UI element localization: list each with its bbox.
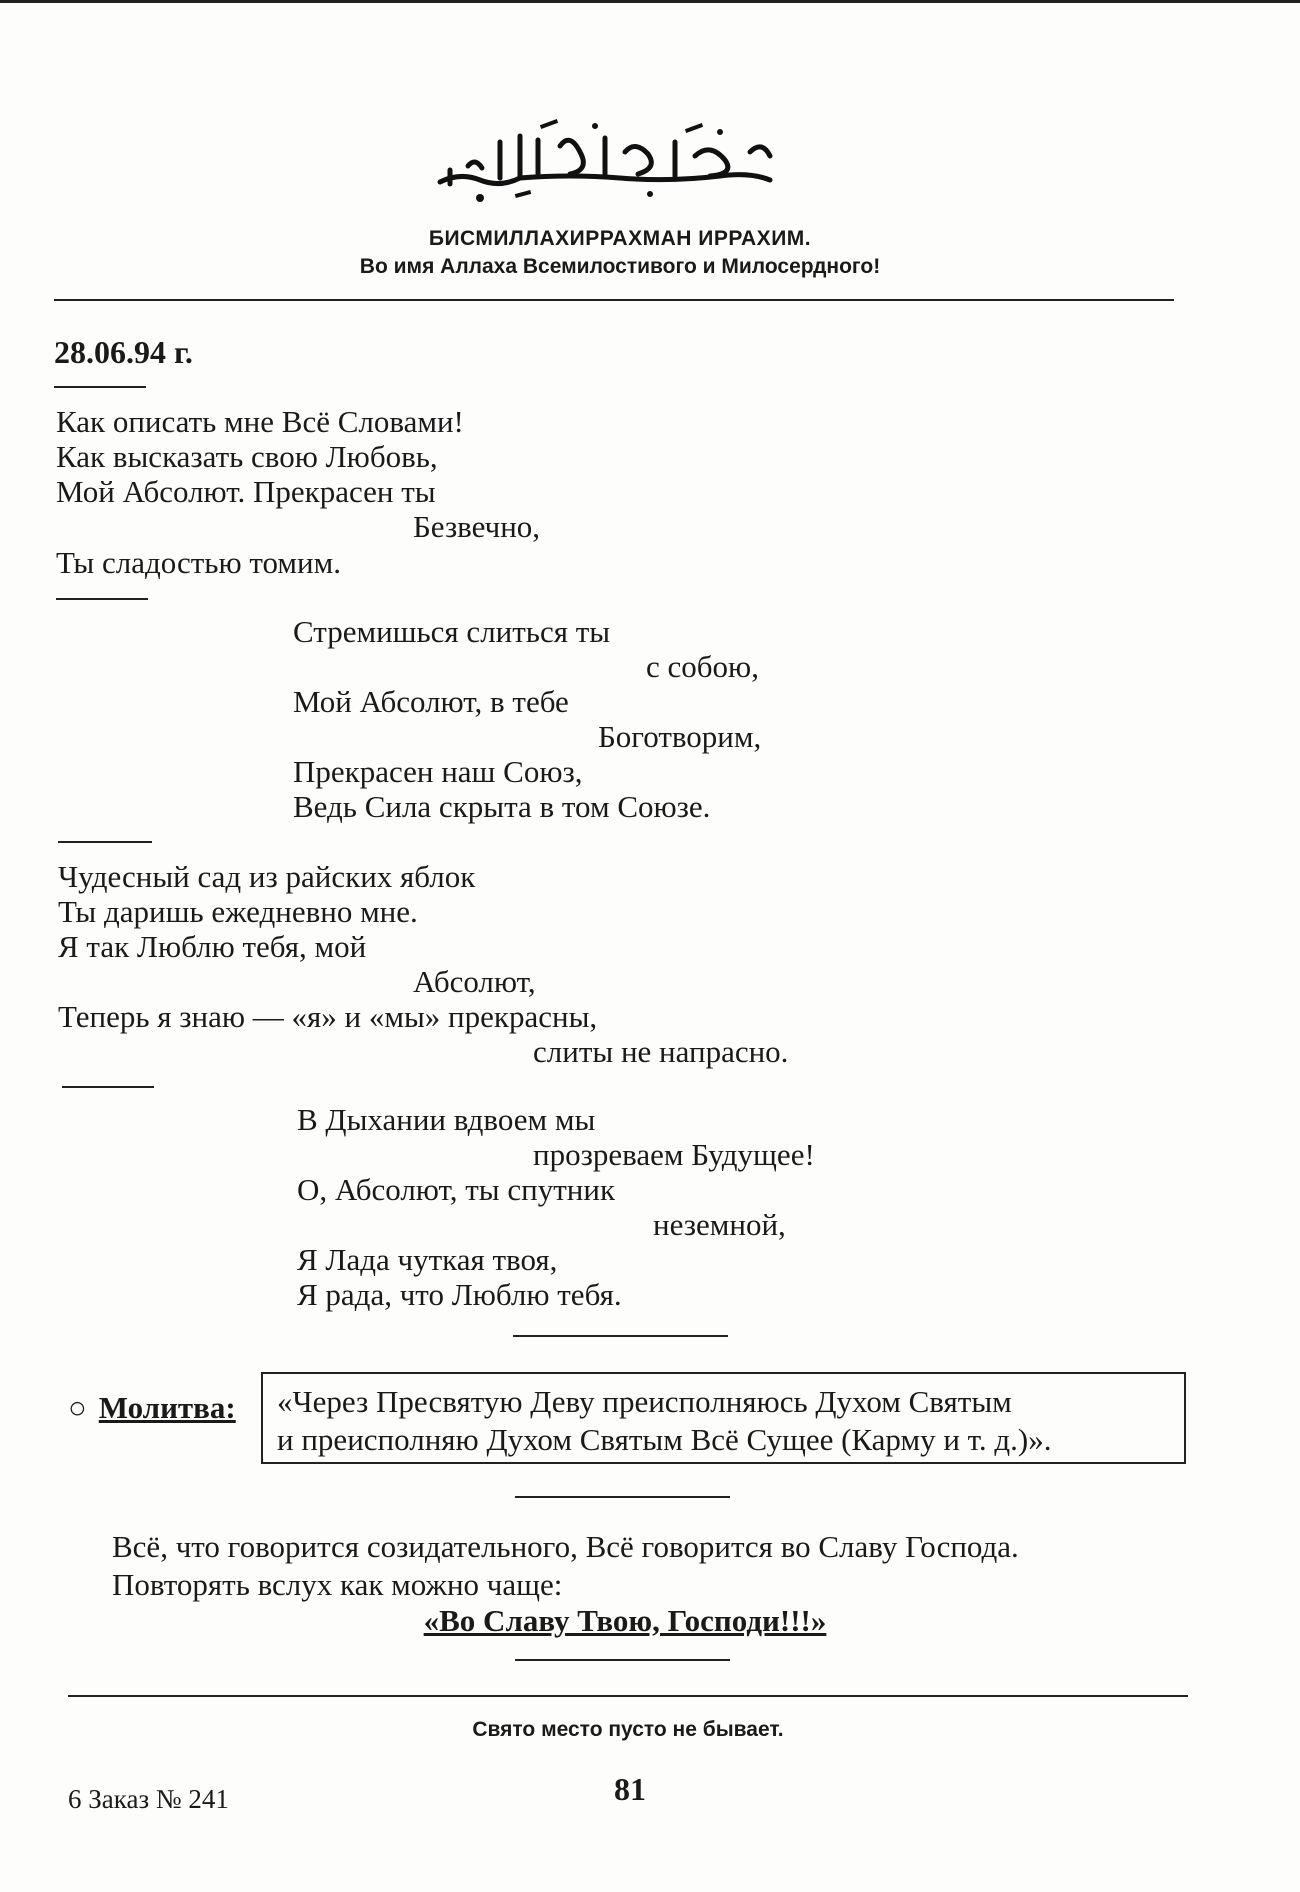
poem-line: неземной, bbox=[653, 1207, 786, 1242]
poem-line: Прекрасен наш Союз, bbox=[293, 754, 583, 789]
poem-line: Как высказать свою Любовь, bbox=[56, 439, 438, 474]
poem-line: Мой Абсолют. Прекрасен ты bbox=[56, 474, 436, 509]
circle-bullet-icon: ○ bbox=[68, 1390, 87, 1425]
prayer-label bbox=[68, 1390, 236, 1426]
poem-line: Стремишься слиться ты bbox=[293, 614, 611, 649]
stanza-divider bbox=[54, 386, 146, 388]
poem-line: прозреваем Будущее! bbox=[533, 1137, 815, 1172]
glory-phrase: «Во Славу Твою, Господи!!!» bbox=[423, 1603, 827, 1638]
prayer-label-text: Молитва: bbox=[98, 1390, 236, 1425]
poem-line: Ты сладостью томим. bbox=[56, 545, 341, 580]
prayer-text-line: и преисполняю Духом Святым Всё Сущее (Карму и т. д.)». bbox=[277, 1422, 1052, 1457]
poem-line: Я так Люблю тебя, мой bbox=[58, 929, 367, 964]
poem-line: Безвечно, bbox=[413, 509, 541, 544]
stanza-divider bbox=[56, 598, 148, 600]
poem-line: Я Лада чуткая твоя, bbox=[297, 1242, 558, 1277]
section-divider bbox=[515, 1659, 730, 1661]
footer-rule bbox=[68, 1695, 1188, 1697]
page-number: 81 bbox=[614, 1771, 646, 1807]
poem-line: В Дыхании вдвоем мы bbox=[297, 1102, 596, 1137]
poem-line: с собою, bbox=[646, 649, 759, 684]
footer-proverb: Свято место пусто не бывает. bbox=[472, 1718, 784, 1741]
poem-line: Как описать мне Всё Словами! bbox=[56, 404, 464, 439]
order-number: 6 Заказ № 241 bbox=[68, 1784, 229, 1814]
stanza-divider bbox=[62, 1086, 154, 1088]
section-divider bbox=[515, 1496, 730, 1498]
poem-line: Я рада, что Люблю тебя. bbox=[297, 1277, 622, 1312]
basmala-calligraphy bbox=[420, 112, 790, 212]
poem-line: Ты даришь ежедневно мне. bbox=[58, 894, 418, 929]
header-rule bbox=[54, 299, 1174, 301]
poem-line: О, Абсолют, ты спутник bbox=[297, 1172, 616, 1207]
closing-text-line: Всё, что говорится созидательного, Всё говорится во Славу Господа. bbox=[112, 1529, 1019, 1564]
prayer-text-line: «Через Пресвятую Деву преисполняюсь Духом Святым bbox=[277, 1384, 1012, 1419]
closing-text-line: Повторять вслух как можно чаще: bbox=[112, 1567, 563, 1602]
section-divider bbox=[513, 1335, 728, 1337]
poem-line: Мой Абсолют, в тебе bbox=[293, 684, 569, 719]
basmala-translation: Во имя Аллаха Всемилостивого и Милосердного! bbox=[359, 255, 881, 278]
poem-line: Ведь Сила скрыта в том Союзе. bbox=[293, 789, 711, 824]
basmala-transliteration: БИСМИЛЛАХИРРАХМАН ИРРАХИМ. bbox=[428, 227, 812, 250]
prayer-box bbox=[261, 1372, 1186, 1464]
poem-line: Теперь я знаю — «я» и «мы» прекрасны, bbox=[58, 999, 598, 1034]
poem-line: слиты не напрасно. bbox=[533, 1034, 789, 1069]
poem-line: Боготворим, bbox=[598, 719, 762, 754]
poem-line: Абсолют, bbox=[413, 964, 536, 999]
page-top-edge bbox=[0, 0, 1300, 3]
stanza-divider bbox=[58, 841, 152, 843]
poem-line: Чудесный сад из райских яблок bbox=[58, 859, 476, 894]
poem-date: 28.06.94 г. bbox=[54, 334, 193, 370]
